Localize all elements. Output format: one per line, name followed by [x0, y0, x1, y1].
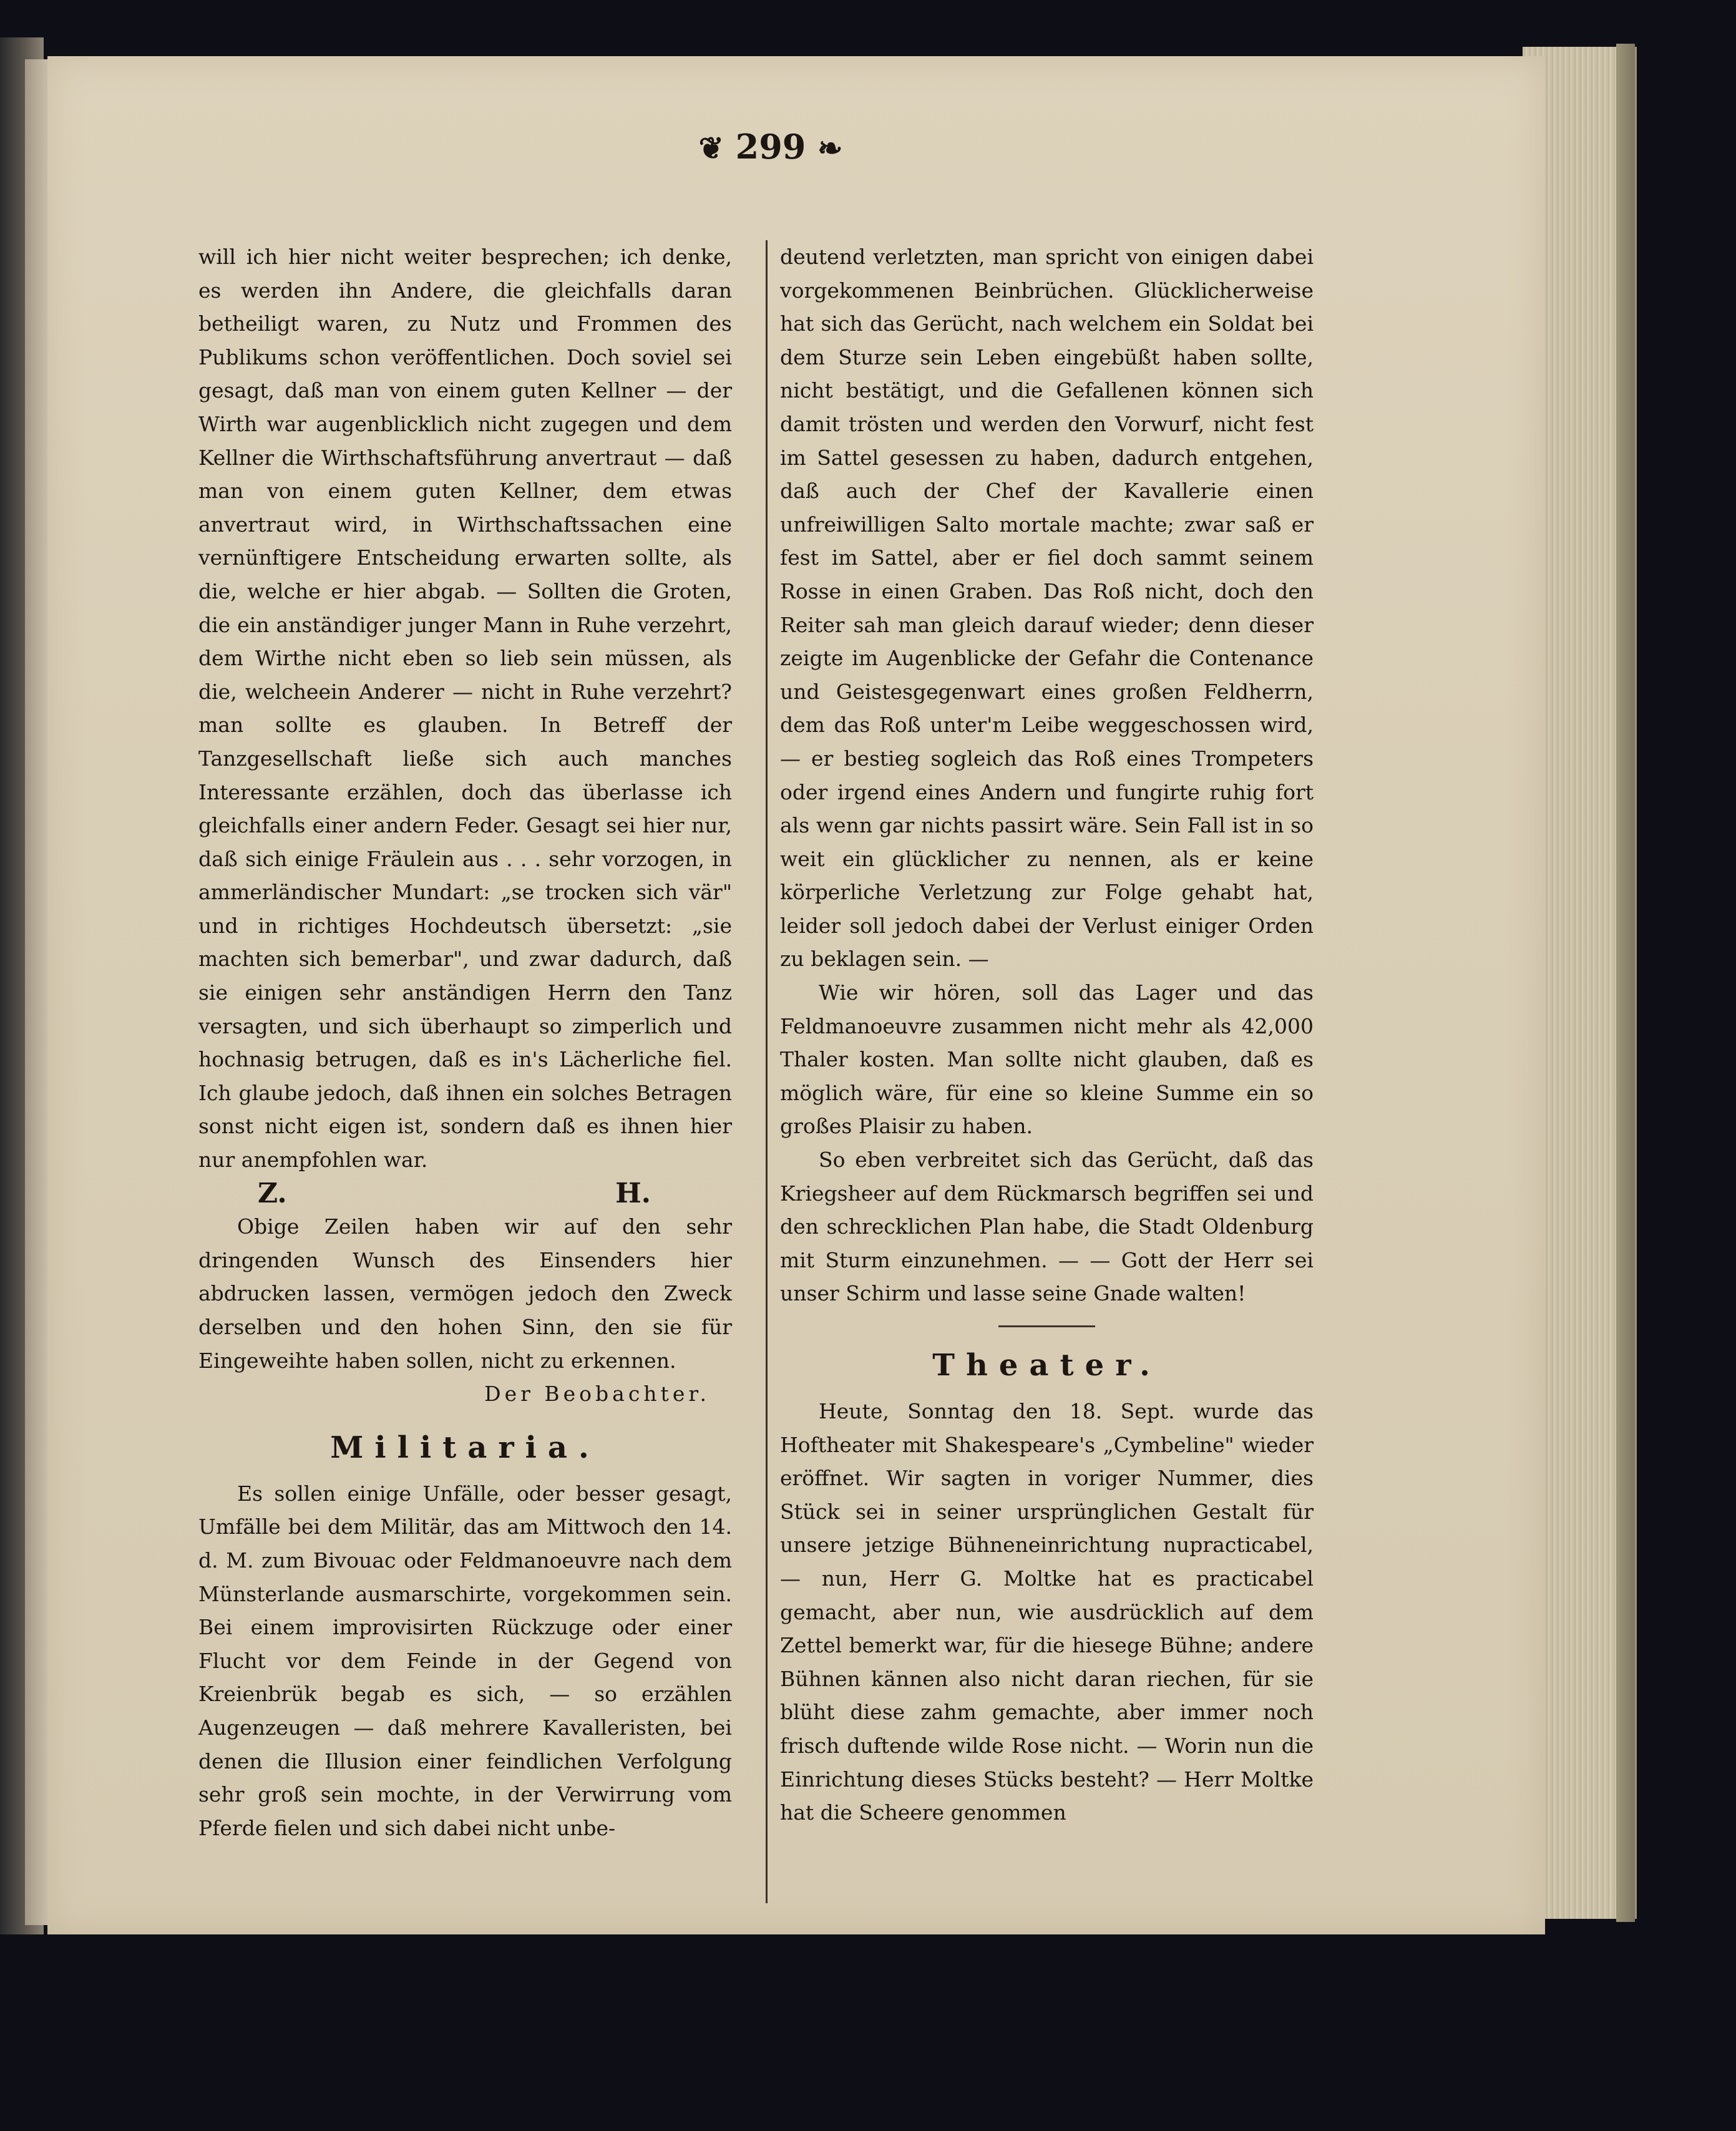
- facing-page-edge: [25, 59, 47, 1925]
- paragraph: Wie wir hören, soll das Lager und das Feldmanoeuvre zusammen nicht mehr als 42,000 Thaler kosten. Man sollte nicht glauben, daß es möglich wäre, für eine so kleine Summe ein so großes Plaisir zu haben.: [780, 980, 1314, 1139]
- book-cover-edge: [1616, 44, 1635, 1922]
- paragraph: Es sollen einige Unfälle, oder besser gesagt, Umfälle bei dem Militär, das am Mittwoch den 14. d. M. zum Bivouac oder Feldmanoeuvre nach dem Münsterlande ausmarschirte, vorgekommen sein. Bei einem improvisirten Rückzuge oder einer Flucht vor dem Feinde in der Gegend von Kreienbrük begab es sich, — so erzählen Augenzeugen — daß mehrere Kavalleristen, bei denen die Illusion einer feindlichen Verfolgung sehr groß sein mochte, in der Verwirrung vom Pferde fielen und sich dabei nicht unbe-: [198, 1481, 732, 1840]
- right-column: [780, 240, 1314, 1830]
- column-divider: [766, 240, 768, 1903]
- left-column: [198, 240, 732, 1845]
- section-heading-theater: Theater.: [932, 1348, 1161, 1383]
- page-number: 299: [735, 127, 806, 167]
- signature: Der Beobachter.: [484, 1382, 710, 1407]
- section-separator: [998, 1325, 1095, 1327]
- initial-right: H.: [615, 1177, 651, 1209]
- page-number-header: [646, 119, 895, 175]
- left-ornament-icon: ❦: [698, 131, 724, 166]
- author-initials: [198, 1177, 732, 1211]
- section-heading-militaria: Militaria.: [330, 1430, 600, 1465]
- initial-left: Z.: [258, 1177, 287, 1209]
- paragraph: Heute, Sonntag den 18. Sept. wurde das Hoftheater mit Shakespeare's „Cymbeline" wieder eröffnet. Wir sagten in voriger Nummer, dies Stück sei in seiner ursprünglichen Gestalt für unsere jetzige Bühneneinrichtung nupracticabel, — nun, Herr G. Moltke hat es practicabel gemacht, aber nun, wie ausdrücklich auf dem Zettel bemerkt war, für die hiesege Bühne; andere Bühnen kännen also nicht daran riechen, für sie blüht diese zahm gemachte, aber immer noch frisch duftende wilde Rose nicht. — Worin nun die Einrichtung dieses Stücks besteht? — Herr Moltke hat die Scheere genommen: [780, 1399, 1314, 1825]
- paragraph: deutend verletzten, man spricht von einigen dabei vorgekommenen Beinbrüchen. Glücklicherweise hat sich das Gerücht, nach welchem ein Soldat bei dem Sturze sein Leben eingebüßt haben sollte, nicht bestätigt, und die Gefallenen können sich damit trösten und werden den Vorwurf, nicht fest im Sattel gesessen zu haben, dadurch entgehen, daß auch der Chef der Kavallerie einen unfreiwilligen Salto mortale machte; zwar saß er fest im Sattel, aber er fiel doch sammt seinem Rosse in einen Graben. Das Roß nicht, doch den Reiter sah man gleich darauf wieder; denn dieser zeigte im Augenblicke der Gefahr die Contenance und Geistesgegenwart eines großen Feldherrn, dem das Roß unter'm Leibe weggeschossen wird, — er bestieg sogleich das Roß eines Trompeters oder irgend eines Andern und fungirte ruhig fort als wenn gar nichts passirt wäre. Sein Fall ist in so weit ein glücklicher zu nennen, als er keine körperliche Verletzung zur Folge gehabt hat, leider soll jedoch dabei der Verlust einiger Orden zu beklagen sein. —: [780, 245, 1314, 972]
- paragraph: Obige Zeilen haben wir auf den sehr dringenden Wunsch des Einsenders hier abdrucken lassen, vermögen jedoch den Zweck derselben und den hohen Sinn, den sie für Eingeweihte haben sollen, nicht zu erkennen.: [198, 1214, 732, 1373]
- paragraph: will ich hier nicht weiter besprechen; ich denke, es werden ihn Andere, die gleichfalls daran betheiligt waren, zu Nutz und Frommen des Publikums schon veröffentlichen. Doch soviel sei gesagt, daß man von einem guten Kellner — der Wirth war augenblicklich nicht zugegen und dem Kellner die Wirthschaftsführung anvertraut — daß man von einem guten Kellner, dem etwas anvertraut wird, in Wirthschaftssachen eine vernünftigere Entscheidung erwarten sollte, als die, welche er hier abgab. — Sollten die Groten, die ein anständiger junger Mann in Ruhe verzehrt, dem Wirthe nicht eben so lieb sein müssen, als die, welcheein Anderer — nicht in Ruhe verzehrt? man sollte es glauben. In Betreff der Tanzgesellschaft ließe sich auch manches Interessante erzählen, doch das überlasse ich gleichfalls einer andern Feder. Gesagt sei hier nur, daß sich einige Fräulein aus . . . sehr vorzogen, in ammerländischer Mundart: „se trocken sich vär" und in richtiges Hochdeutsch übersetzt: „sie machten sich bemerbar", und zwar dadurch, daß sie einigen sehr anständigen Herrn den Tanz versagten, und sich überhaupt so zimperlich und hochnasig betrugen, daß es in's Lächerliche fiel. Ich glaube jedoch, daß ihnen ein solches Betragen sonst nicht eigen ist, sondern daß es ihnen hier nur anempfohlen war.: [198, 245, 732, 1173]
- right-ornament-icon: ❧: [817, 131, 843, 166]
- paragraph: So eben verbreitet sich das Gerücht, daß das Kriegsheer auf dem Rückmarsch begriffen sei und den schrecklichen Plan habe, die Stadt Oldenburg mit Sturm einzunehmen. — — Gott der Herr sei unser Schirm und lasse seine Gnade walten!: [780, 1148, 1314, 1306]
